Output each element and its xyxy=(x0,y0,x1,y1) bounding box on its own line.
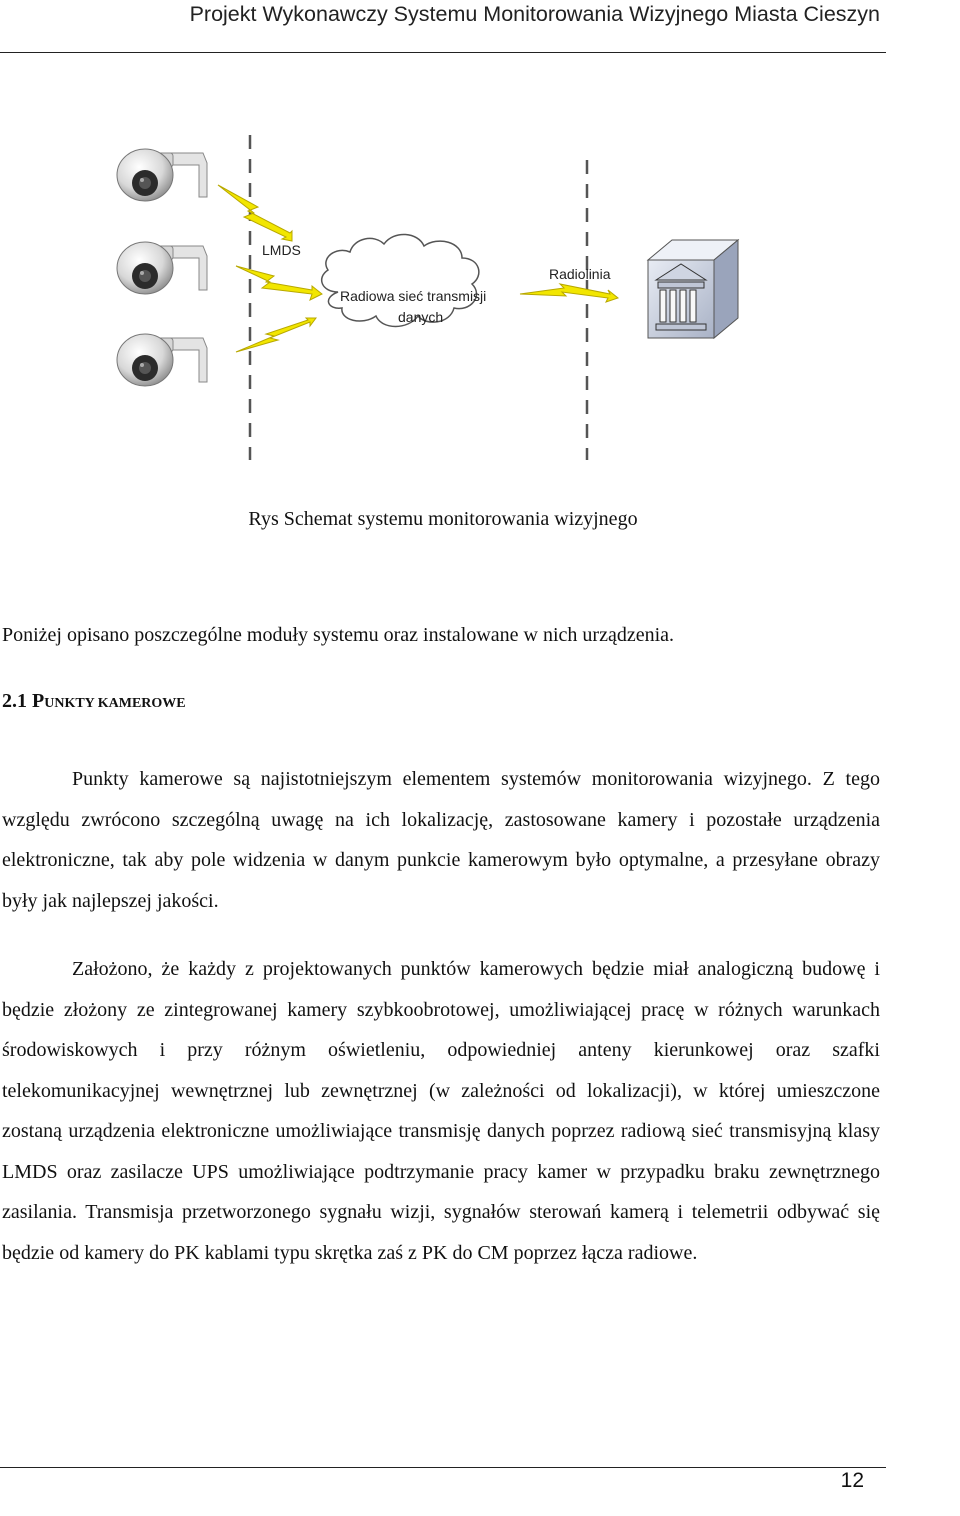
camera-icon xyxy=(117,242,207,294)
radiolink-label: Radiolinia xyxy=(549,266,611,282)
lmds-label: LMDS xyxy=(262,242,301,258)
page-header xyxy=(0,0,886,53)
body-paragraph-2: Założono, że każdy z projektowanych punktów kamerowych będzie miał analogiczną budowę i będzie złożony ze zintegrowanej kamery szybkoobrotowej, umożliwiającej pracę w różnych warunkach środowiskowych i przy różnym oświetleniu, odpowiedniej anteny kierunkowej oraz szafki telekomunikacyjnej wewnętrznej lub zewnętrznej (w zależności od lokalizacji), w której umieszczone zostaną urządzenia elektroniczne umożliwiające transmisję danych poprzez radiową sieć transmisyjną klasy LMDS oraz zasilacze UPS umożliwiające podtrzymanie pracy kamer w przypadku braku zewnętrznego zasilania. Transmisja przetworzonego sygnału wizji, sygnałów sterowań kamerą i telemetrii odbywać się będzie od kamery do PK kablami typu skrętka zaś z PK do CM poprzez łącza radiowe. xyxy=(2,958,880,1264)
server-building-icon xyxy=(648,240,738,338)
system-diagram xyxy=(100,130,760,470)
lightning-icon xyxy=(236,318,316,352)
camera-icon xyxy=(117,149,207,201)
figure-caption: Rys Schemat systemu monitorowania wizyjnego xyxy=(248,508,638,530)
cloud-label-line1: Radiowa sieć transmisji xyxy=(340,288,487,304)
footer-divider xyxy=(0,1467,886,1468)
intro-paragraph: Poniżej opisano poszczególne moduły systemu oraz instalowane w nich urządzenia. xyxy=(2,624,675,646)
section-title xyxy=(32,690,186,712)
section-heading xyxy=(2,690,186,713)
lightning-icon xyxy=(218,185,292,241)
cloud-label-line2: danych xyxy=(398,309,444,325)
section-title-initial: P xyxy=(32,690,45,712)
section-title-rest: UNKTY KAMEROWE xyxy=(44,696,186,711)
page-number: 12 xyxy=(840,1469,864,1492)
lightning-icon xyxy=(520,284,618,302)
camera-icon xyxy=(117,334,207,386)
section-number: 2.1 xyxy=(2,690,27,712)
header-title: Projekt Wykonawczy Systemu Monitorowania Wizyjnego Miasta Cieszyn xyxy=(189,2,880,26)
body-paragraph-1: Punkty kamerowe są najistotniejszym elementem systemów monitorowania wizyjnego. Z tego względu zwrócono szczególną uwagę na ich lokalizację, zastosowane kamery i pozostałe urządzenia elektroniczne, tak aby pole widzenia w danym punkcie kamerowym było optymalne, a przesyłane obrazy były jak najlepszej jakości. xyxy=(2,768,880,912)
